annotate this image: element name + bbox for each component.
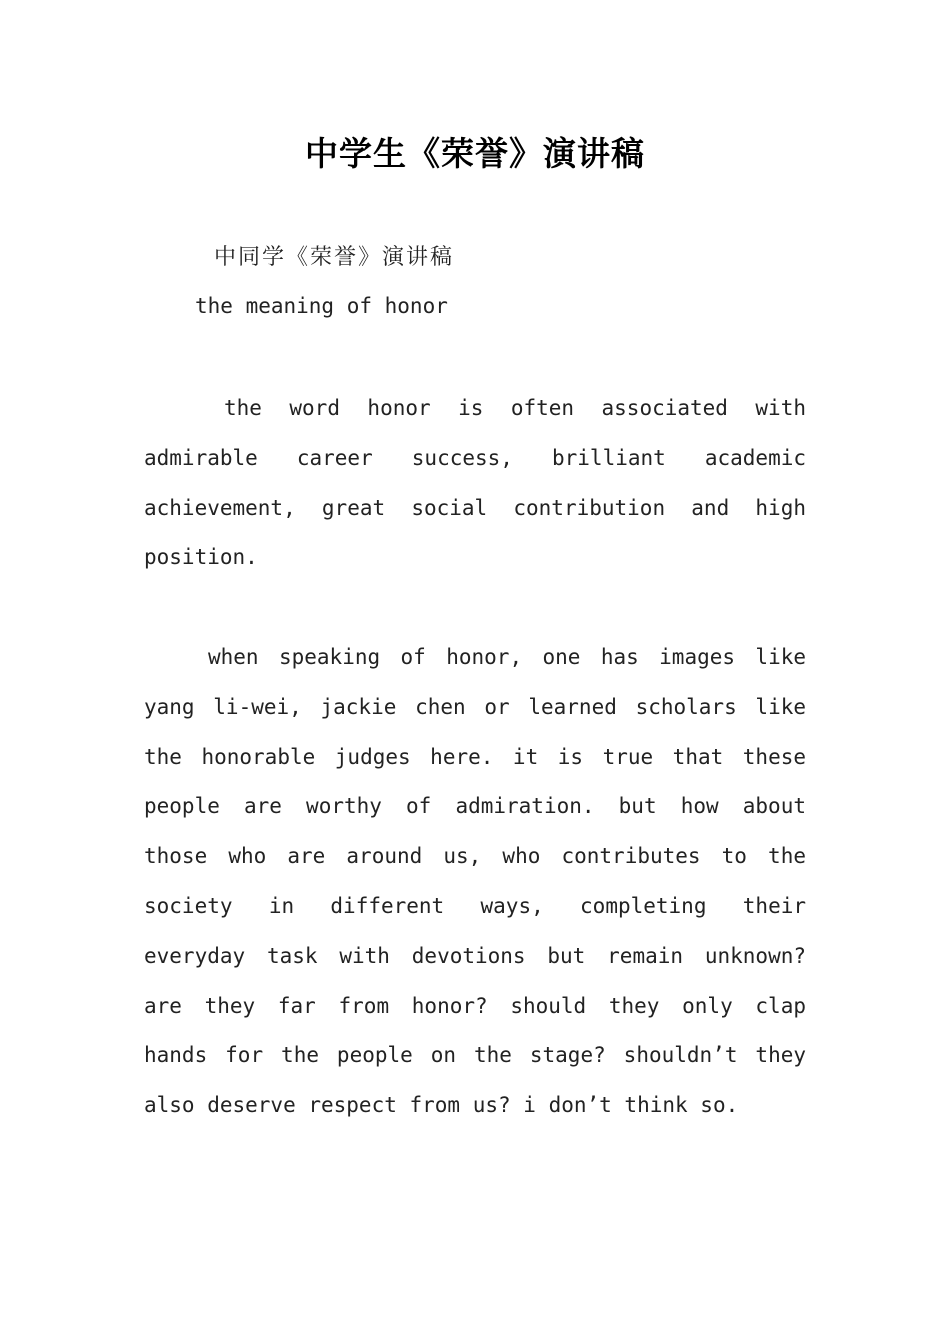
paragraph-line: society in different ways, completing their [144, 893, 806, 918]
paragraph-line: also deserve respect from us? i don’t think so. [144, 1093, 739, 1118]
paragraph-line: the honorable judges here. it is true that these [144, 744, 806, 769]
paragraph-line: position. [144, 545, 258, 570]
paragraph-line: are they far from honor? should they only clap [144, 993, 806, 1018]
subtitle-chinese: 中同学《荣誉》演讲稿 [214, 245, 455, 270]
paragraph-1 [144, 394, 806, 593]
paragraph-2 [144, 643, 806, 1141]
subtitle-english: the meaning of honor [195, 294, 448, 318]
paragraph-line: hands for the people on the stage? shouldn’t they [144, 1043, 806, 1068]
document-title: 中学生《荣誉》演讲稿 [305, 134, 645, 173]
paragraph-line: everyday task with devotions but remain unknown? [144, 943, 806, 968]
paragraph-line: yang li-wei, jackie chen or learned scholars like [144, 694, 806, 719]
paragraph-line: when speaking of honor, one has images like [208, 645, 806, 669]
paragraph-line: the word honor is often associated with [224, 396, 806, 420]
paragraph-line: those who are around us, who contributes to the [144, 844, 806, 869]
paragraph-line: achievement, great social contribution and high [144, 495, 806, 520]
paragraph-line: people are worthy of admiration. but how about [144, 794, 806, 819]
paragraph-line: admirable career success, brilliant academic [144, 445, 806, 470]
